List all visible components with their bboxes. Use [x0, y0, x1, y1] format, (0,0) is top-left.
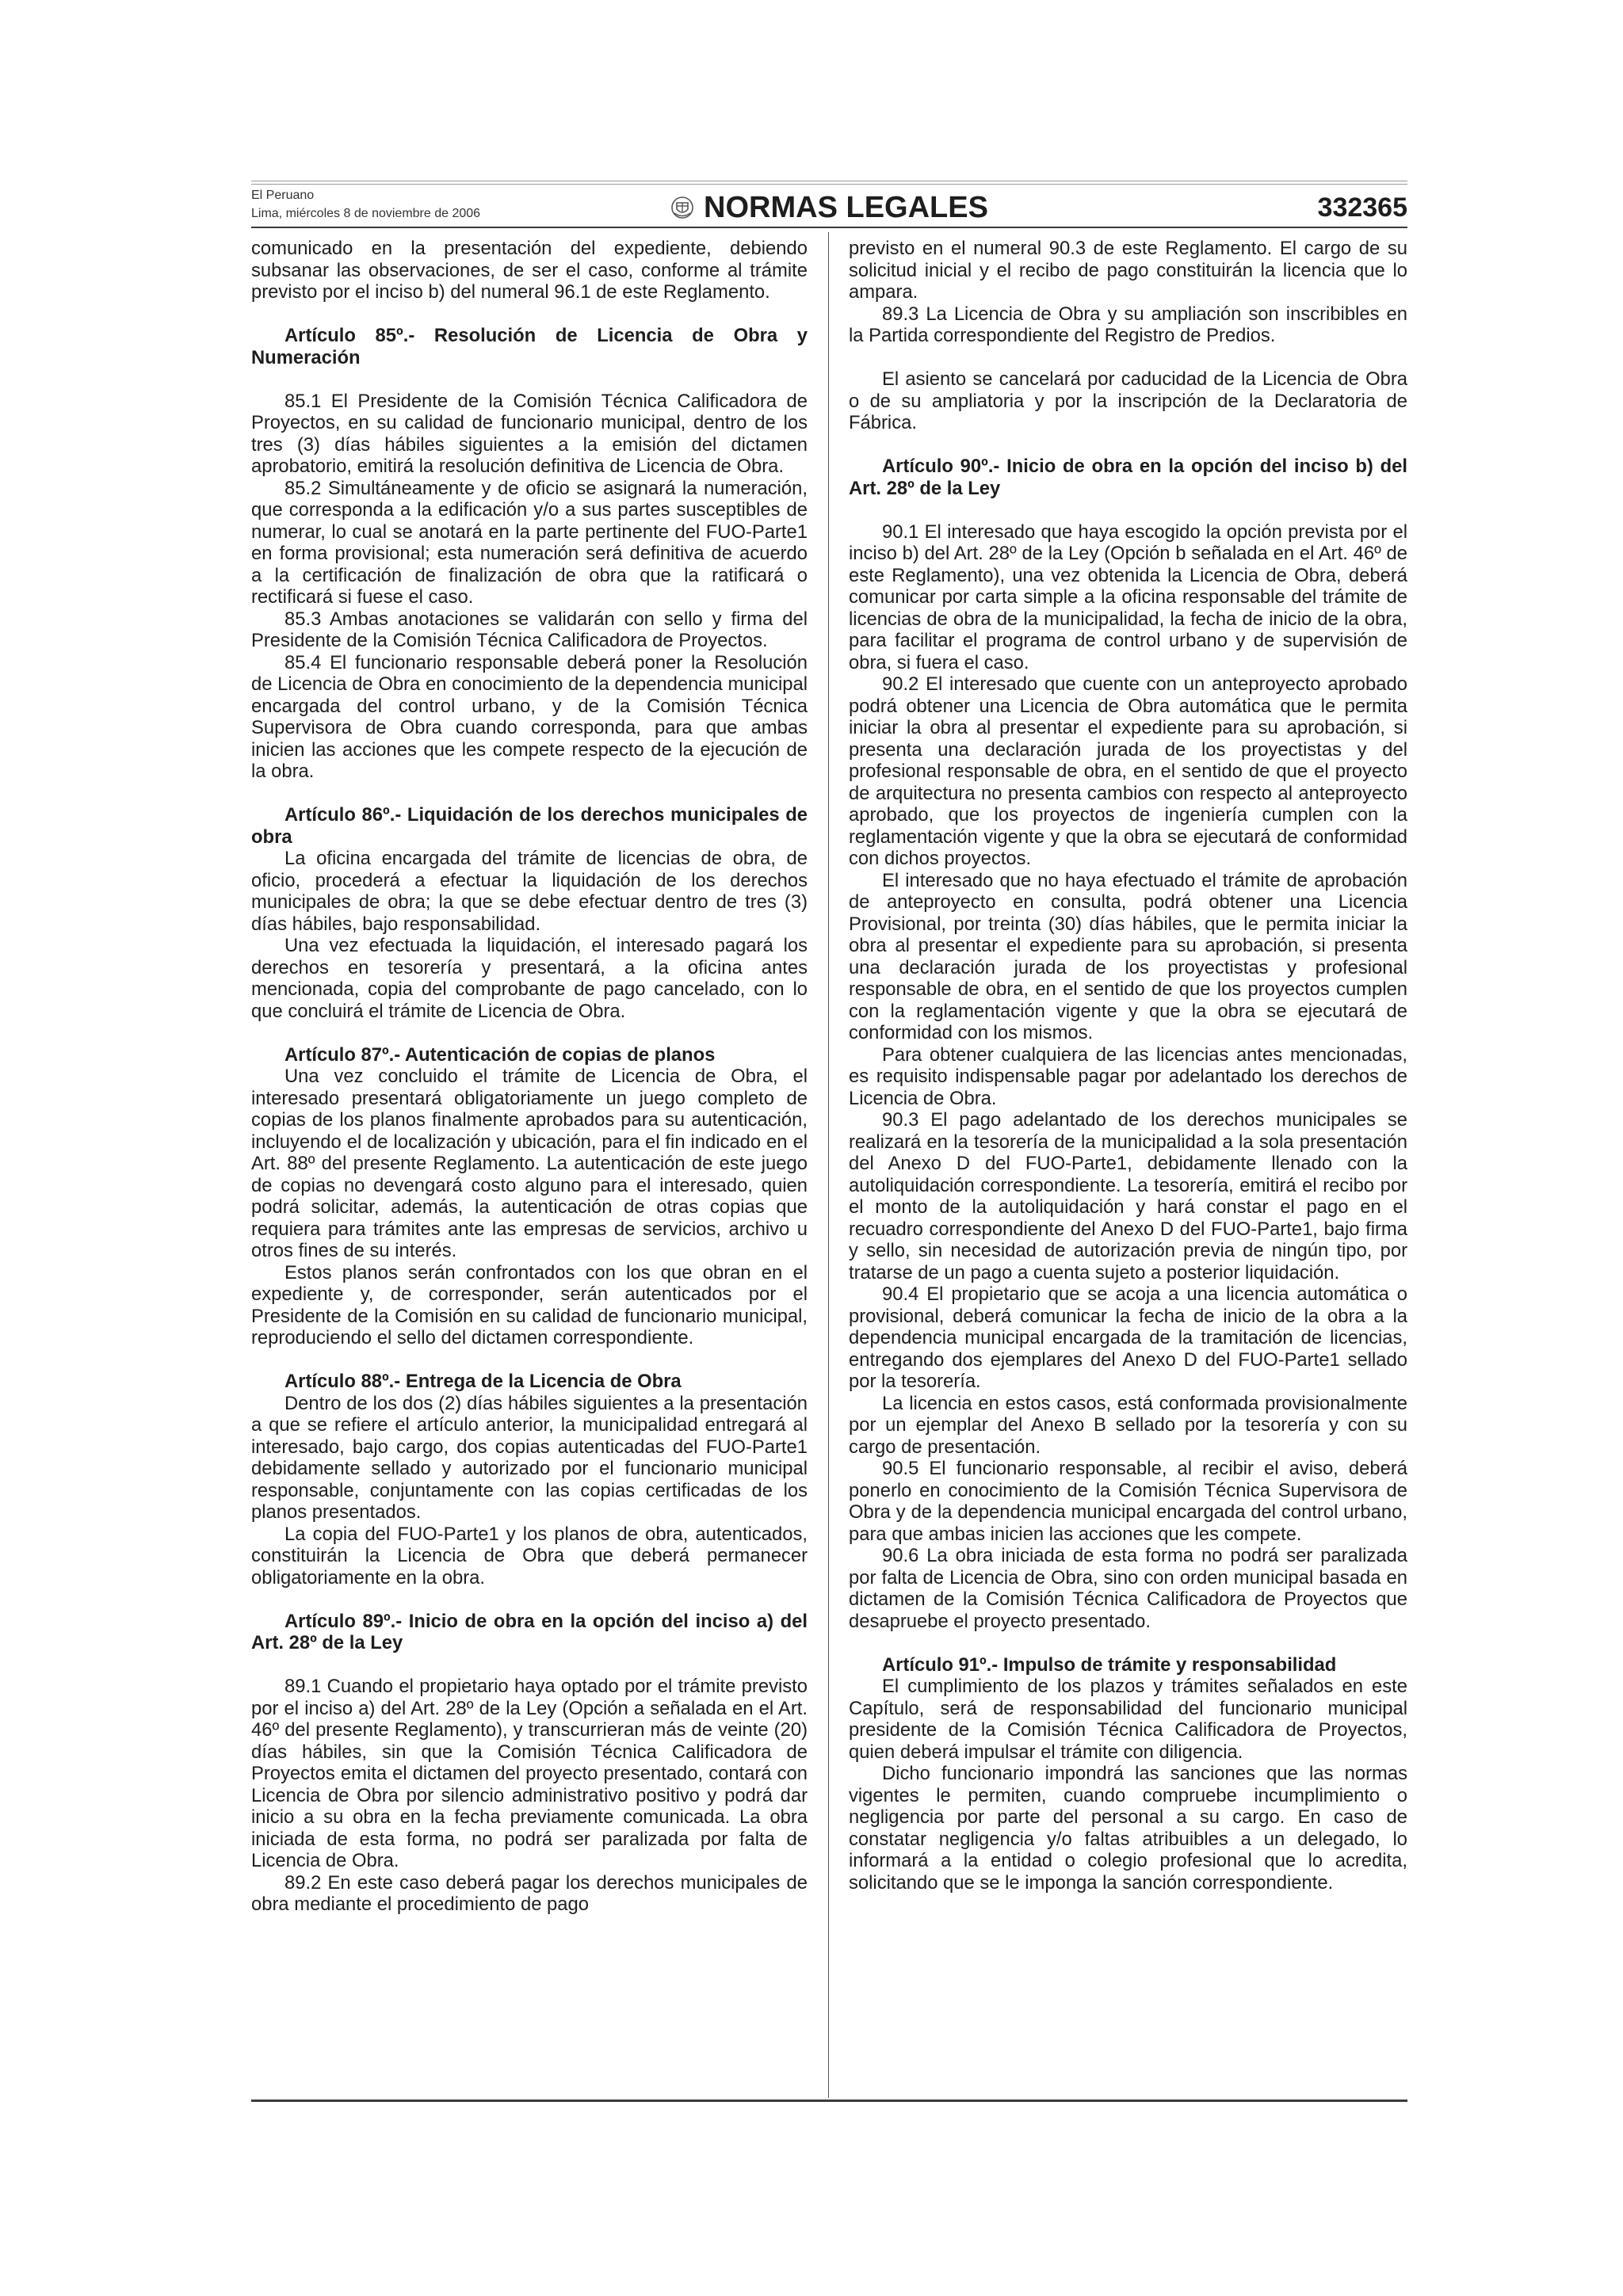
paragraph: 90.4 El propietario que se acoja a una licencia automática o provisional, deberá comunicar la fecha de inicio de la obra a la dependencia municipal encargada de la tramitación de licencias, entregando dos ejemplares del Anexo D del FUO-Parte1 sellado por la tesorería. — [849, 1283, 1407, 1392]
publication-date: Lima, miércoles 8 de noviembre de 2006 — [251, 207, 481, 220]
paragraph: 90.6 La obra iniciada de esta forma no podrá ser paralizada por falta de Licencia de Obra, sino con orden municipal basada en dictamen de la Comisión Técnica Calificadora de Proyectos que desapruebe el proyecto presentado. — [849, 1545, 1407, 1632]
coat-of-arms-icon — [670, 196, 694, 219]
left-column — [251, 238, 808, 1916]
footer-rule — [251, 2100, 1407, 2102]
section-title — [251, 192, 1407, 223]
paragraph: 89.1 Cuando el propietario haya optado por el trámite previsto por el inciso a) del Art. 28º de la Ley (Opción a señalada en el Art. 46º del presente Reglamento), y transcurrieran más de veinte (20) días hábiles, sin que la Comisión Técnica Calificadora de Proyectos emita el dictamen del proyecto presentado, contará con Licencia de Obra por silencio administrativo positivo y podrá dar inicio a su obra en la fecha previamente comunicada. La obra iniciada de esta forma, no podrá ser paralizada por falta de Licencia de Obra. — [251, 1676, 808, 1871]
masthead-top-rule — [251, 181, 1407, 185]
article-86-heading: Artículo 86º.- Liquidación de los derechos municipales de obra — [251, 804, 808, 848]
paragraph: 89.3 La Licencia de Obra y su ampliación son inscribibles en la Partida correspondiente del Registro de Predios. — [849, 303, 1407, 346]
paragraph: La copia del FUO-Parte1 y los planos de obra, autenticados, constituirán la Licencia de Obra que deberá permanecer obligatoriamente en la obra. — [251, 1523, 808, 1589]
paragraph: La oficina encargada del trámite de licencias de obra, de oficio, procederá a efectuar la liquidación de los derechos municipales de obra; la que se debe efectuar dentro de tres (3) días hábiles, bajo responsabilidad. — [251, 848, 808, 935]
paragraph: Dicho funcionario impondrá las sanciones que las normas vigentes le permiten, cuando compruebe incumplimiento o negligencia por parte del personal a su cargo. En caso de constatar negligencia y/o faltas atribuibles a un delegado, lo informará a la entidad o colegio profesional que lo acredita, solicitando que se le imponga la sanción correspondiente. — [849, 1763, 1407, 1894]
publication-name: El Peruano — [251, 189, 315, 202]
paragraph: Estos planos serán confrontados con los que obran en el expediente y, de corresponder, serán autenticados por el Presidente de la Comisión en su calidad de funcionario municipal, reproduciendo el sello del dictamen correspondiente. — [251, 1261, 808, 1348]
paragraph: 85.2 Simultáneamente y de oficio se asignará la numeración, que corresponda a la edificación y/o a sus partes susceptibles de numerar, lo cual se anotará en la parte pertinente del FUO-Parte1 en forma provisional; esta numeración será definitiva de acuerdo a la certificación de finalización de obra que la ratificará o rectificará si fuese el caso. — [251, 477, 808, 608]
paragraph: La licencia en estos casos, está conformada provisionalmente por un ejemplar del Anexo B sellado por la tesorería y con su cargo de presentación. — [849, 1392, 1407, 1458]
paragraph: comunicado en la presentación del expediente, debiendo subsanar las observaciones, de ser el caso, conforme al trámite previsto por el inciso b) del numeral 96.1 de este Reglamento. — [251, 238, 808, 303]
paragraph: 90.5 El funcionario responsable, al recibir el aviso, deberá ponerlo en conocimiento de la Comisión Técnica Supervisora de Obra y de la dependencia municipal encargada del control urbano, para que ambas inicien las acciones que les compete. — [849, 1458, 1407, 1545]
article-91-heading: Artículo 91º.- Impulso de trámite y responsabilidad — [882, 1653, 1337, 1676]
paragraph: El cumplimiento de los plazos y trámites señalados en este Capítulo, será de responsabilidad del funcionario municipal presidente de la Comisión Técnica Calificadora de Proyectos, quien deberá impulsar el trámite con diligencia. — [849, 1676, 1407, 1763]
paragraph: 85.4 El funcionario responsable deberá poner la Resolución de Licencia de Obra en conocimiento de la dependencia municipal encargada del control urbano, y de la Comisión Técnica Supervisora de Obra cuando corresponda, para que ambas inicien las acciones que les compete respecto de la ejecución de la obra. — [251, 651, 808, 782]
masthead — [251, 181, 1407, 227]
paragraph: 89.2 En este caso deberá pagar los derechos municipales de obra mediante el procedimiento de pago — [251, 1871, 808, 1915]
paragraph: Una vez efectuada la liquidación, el interesado pagará los derechos en tesorería y presentará, a la oficina antes mencionada, copia del comprobante de pago cancelado, con lo que concluirá el trámite de Licencia de Obra. — [251, 935, 808, 1022]
article-87-heading: Artículo 87º.- Autenticación de copias de planos — [285, 1043, 716, 1066]
section-title-text: NORMAS LEGALES — [704, 191, 988, 224]
paragraph: Dentro de los dos (2) días hábiles siguientes a la presentación a que se refiere el artículo anterior, la municipalidad entregará al interesado, bajo cargo, dos copias autenticadas del FUO-Parte1 debidamente sellado y autorizado por el funcionario municipal responsable, conjuntamente con las copias certificadas de los planos presentados. — [251, 1392, 808, 1523]
masthead-bottom-rule — [251, 227, 1407, 228]
paragraph: 90.2 El interesado que cuente con un anteproyecto aprobado podrá obtener una Licencia de Obra automática que le permita iniciar la obra al presentar el expediente para su aprobación, si presenta una declaración jurada de los proyectistas y del profesional responsable de obra, en el sentido de que el proyecto de arquitectura no presenta cambios con respecto al anteproyecto aprobado, que los proyectos de ingeniería cumplen con la reglamentación vigente y que la obra se ejecutará de conformidad con dichos proyectos. — [849, 673, 1407, 869]
paragraph: Una vez concluido el trámite de Licencia de Obra, el interesado presentará obligatoriamente un juego completo de copias de los planos finalmente aprobados para su autenticación, incluyendo el de localización y ubicación, para el fin indicado en el Art. 88º del presente Reglamento. La autenticación de este juego de copias no devengará costo alguno para el interesado, quien podrá solicitar, además, la autenticación de otras copias que requiera para trámites ante las empresas de servicios, archivo u otros fines de su interés. — [251, 1066, 808, 1261]
paragraph: 90.3 El pago adelantado de los derechos municipales se realizará en la tesorería de la municipalidad a la sola presentación del Anexo D del FUO-Parte1, debidamente llenado con la autoliquidación correspondiente. La tesorería, emitirá el recibo por el monto de la autoliquidación y hará constar el pago en el recuadro correspondiente del Anexo D del FUO-Parte1, bajo firma y sello, sin necesidad de autorización previa de ningún tipo, por tratarse de un pago a cuenta sujeto a posterior liquidación. — [849, 1109, 1407, 1283]
paragraph: El asiento se cancelará por caducidad de la Licencia de Obra o de su ampliatoria y por la inscripción de la Declaratoria de Fábrica. — [849, 368, 1407, 433]
paragraph: 85.1 El Presidente de la Comisión Técnica Calificadora de Proyectos, en su calidad de funcionario municipal, dentro de los tres (3) días hábiles siguientes a la emisión del dictamen aprobatorio, emitirá la resolución definitiva de Licencia de Obra. — [251, 390, 808, 477]
paragraph: 90.1 El interesado que haya escogido la opción prevista por el inciso b) del Art. 28º de la Ley (Opción b señalada en el Art. 46º de este Reglamento), una vez obtenida la Licencia de Obra, deberá comunicar por carta simple a la oficina responsable del trámite de licencias de obra de la municipalidad, la fecha de inicio de la obra, para facilitar el programa de control urbano y de supervisión de obra, si fuera el caso. — [849, 521, 1407, 673]
paragraph: Para obtener cualquiera de las licencias antes mencionadas, es requisito indispensable pagar por adelantado los derechos de Licencia de Obra. — [849, 1043, 1407, 1109]
paragraph: El interesado que no haya efectuado el trámite de aprobación de anteproyecto en consulta, podrá obtener una Licencia Provisional, por treinta (30) días hábiles, que le permita iniciar la obra al presentar el expediente para su aprobación, si presenta una declaración jurada de los proyectistas y profesional responsable de obra, en el sentido de que los proyectos cumplen con la reglamentación vigente y que la obra se ejecutará de conformidad con los mismos. — [849, 869, 1407, 1043]
paragraph: 85.3 Ambas anotaciones se validarán con sello y firma del Presidente de la Comisión Técnica Calificadora de Proyectos. — [251, 608, 808, 651]
article-89-heading: Artículo 89º.- Inicio de obra en la opción del inciso a) del Art. 28º de la Ley — [251, 1610, 808, 1653]
column-divider — [828, 232, 829, 2098]
article-88-heading: Artículo 88º.- Entrega de la Licencia de Obra — [285, 1371, 682, 1392]
right-column — [849, 238, 1407, 1894]
article-90-heading: Artículo 90º.- Inicio de obra en la opción del inciso b) del Art. 28º de la Ley — [849, 456, 1407, 499]
paragraph: previsto en el numeral 90.3 de este Reglamento. El cargo de su solicitud inicial y el recibo de pago constituirán la licencia que lo ampara. — [849, 238, 1407, 303]
page-number: 332365 — [1317, 193, 1407, 223]
article-85-heading: Artículo 85º.- Resolución de Licencia de Obra y Numeración — [251, 325, 808, 368]
